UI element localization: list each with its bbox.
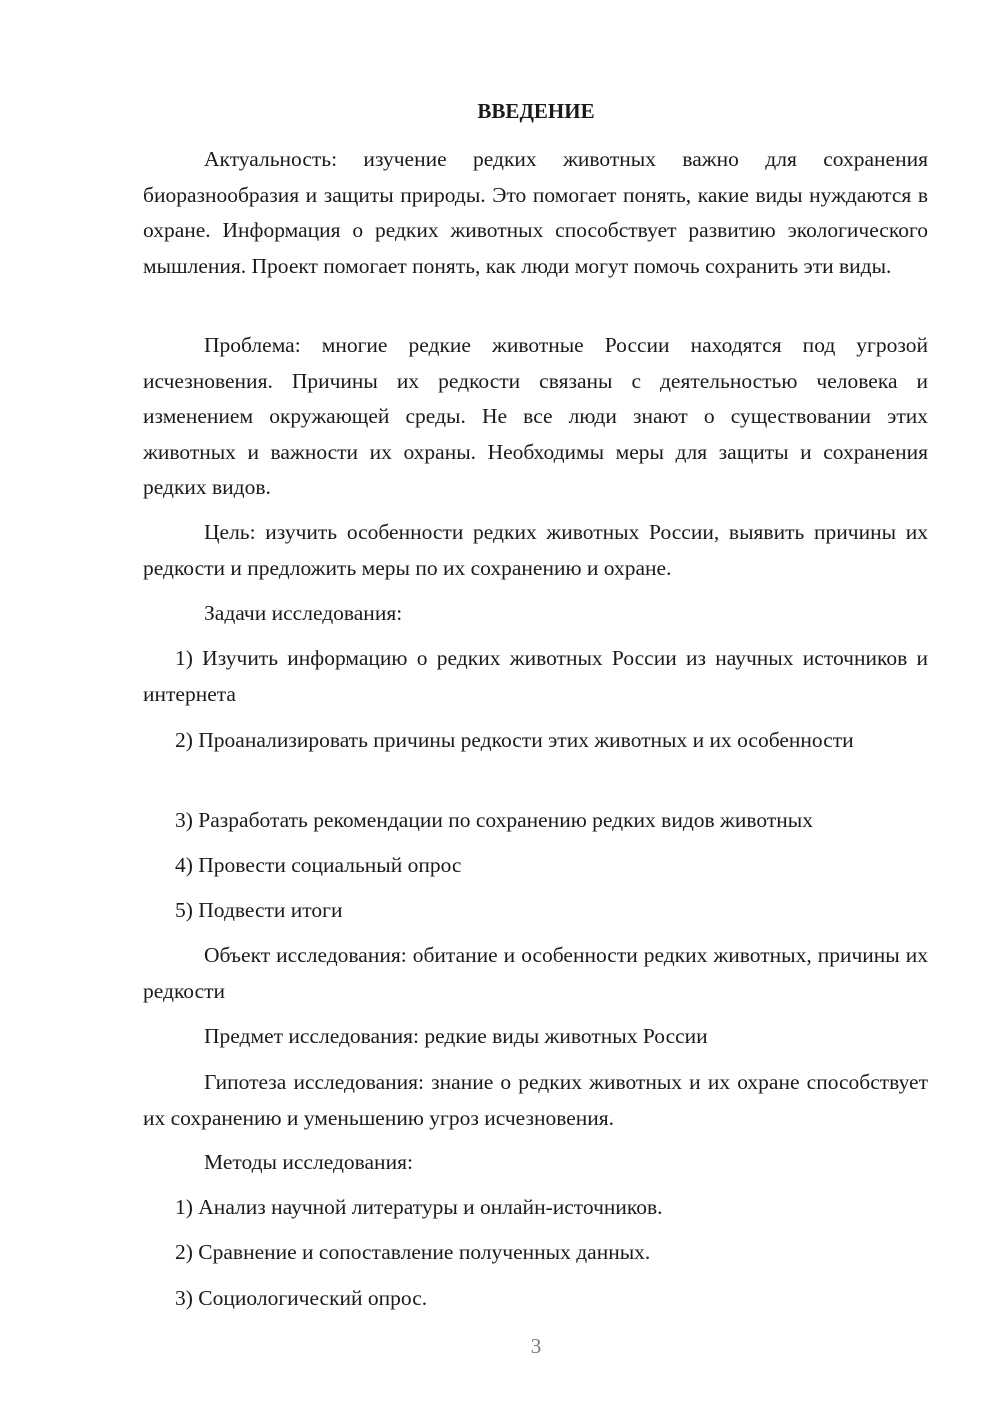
object-paragraph: Объект исследования: обитание и особенности редких животных, причины их редкости bbox=[143, 943, 928, 1003]
relevance-paragraph: Актуальность: изучение редких животных важно для сохранения биоразнообразия и защиты природы. Это помогает понять, какие виды нуждаются в охране. Информация о редких животных способствует развитию экологического мышления. Проект помогает понять, как люди могут помочь сохранить эти виды. bbox=[143, 147, 928, 278]
goal-paragraph: Цель: изучить особенности редких животных России, выявить причины их редкости и предложить меры по их сохранению и охране. bbox=[143, 520, 928, 580]
subject-paragraph: Предмет исследования: редкие виды животных России bbox=[204, 1024, 708, 1048]
task-item-3: 3) Разработать рекомендации по сохранению редких видов животных bbox=[175, 808, 813, 832]
task-item-4: 4) Провести социальный опрос bbox=[175, 853, 462, 877]
task-item-1: 1) Изучить информацию о редких животных России из научных источников и интернета bbox=[143, 646, 928, 706]
page-number: 3 bbox=[530, 1334, 542, 1358]
problem-paragraph: Проблема: многие редкие животные России находятся под угрозой исчезновения. Причины их редкости связаны с деятельностью человека и изменением окружающей среды. Не все люди знают о существовании этих животных и важности их охраны. Необходимы меры для защиты и сохранения редких видов. bbox=[143, 333, 928, 499]
section-title: ВВЕДЕНИЕ bbox=[477, 99, 595, 123]
task-item-5: 5) Подвести итоги bbox=[175, 898, 343, 922]
method-item-2: 2) Сравнение и сопоставление полученных данных. bbox=[175, 1240, 651, 1264]
method-item-1: 1) Анализ научной литературы и онлайн-источников. bbox=[175, 1195, 663, 1219]
tasks-heading: Задачи исследования: bbox=[204, 601, 403, 625]
task-item-2: 2) Проанализировать причины редкости этих животных и их особенности bbox=[175, 728, 854, 752]
hypothesis-paragraph: Гипотеза исследования: знание о редких животных и их охране способствует их сохранению и уменьшению угроз исчезновения. bbox=[143, 1070, 928, 1130]
method-item-3: 3) Социологический опрос. bbox=[175, 1286, 428, 1310]
methods-heading: Методы исследования: bbox=[204, 1150, 413, 1174]
